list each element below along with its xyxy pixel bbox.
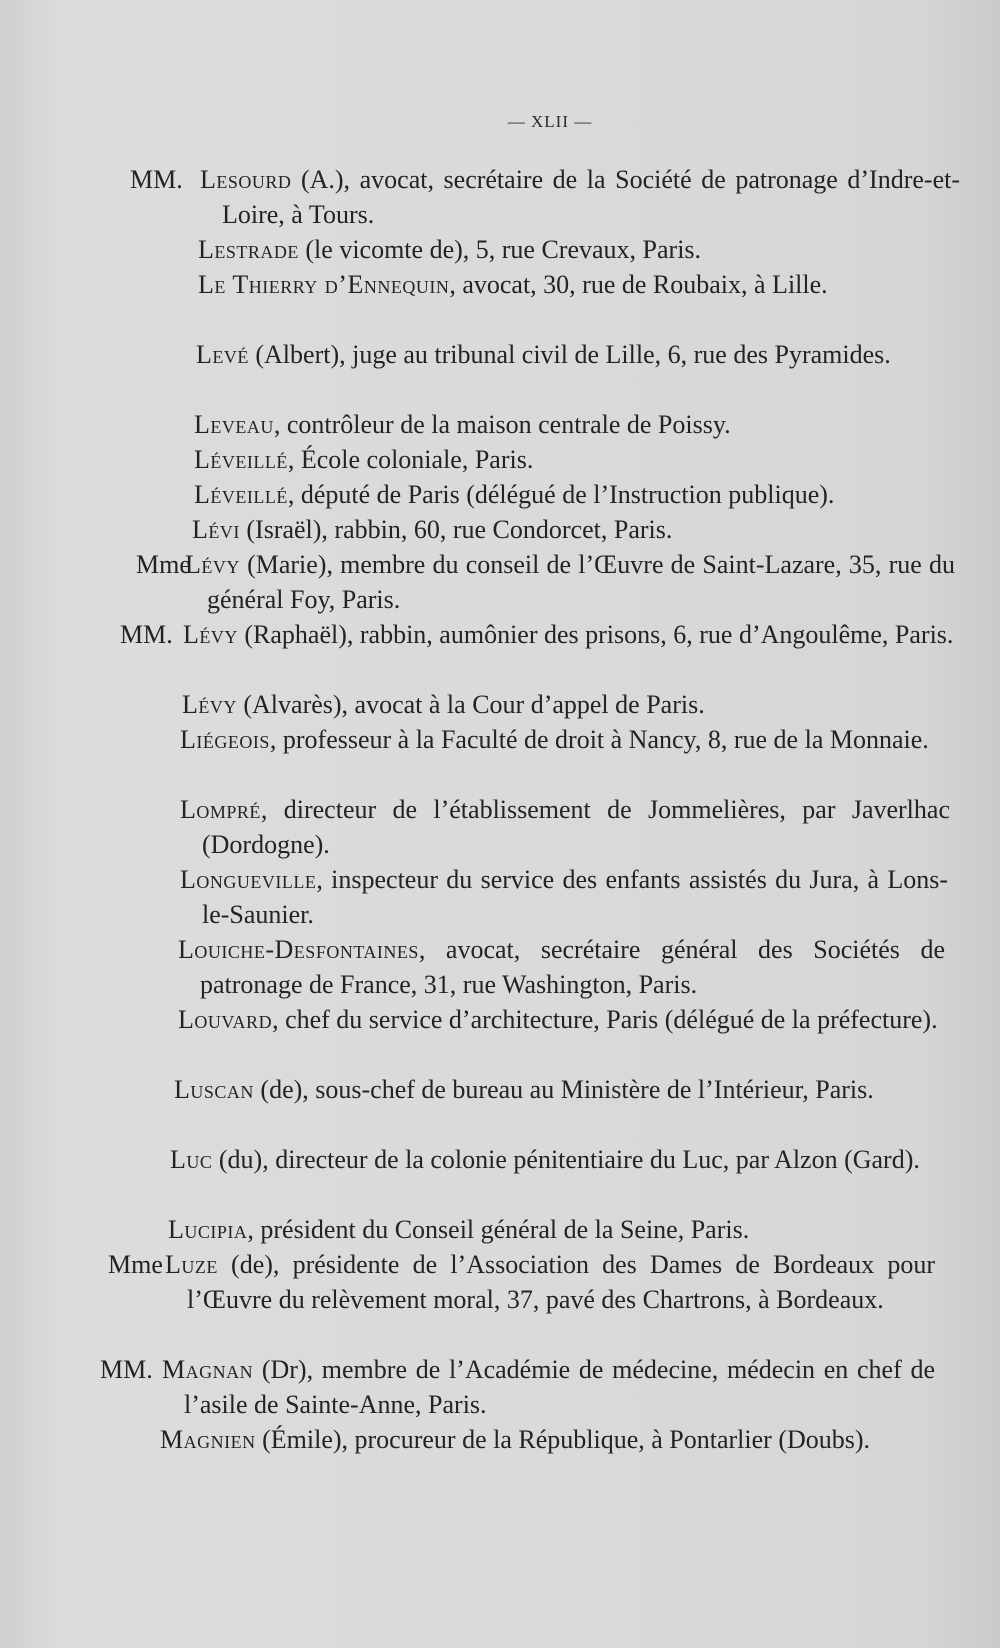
list-item — [0, 407, 1000, 442]
member-name: Magnien — [160, 1425, 256, 1454]
list-item — [0, 1142, 1000, 1177]
member-details: (Israël), rabbin, 60, rue Condorcet, Paris. — [239, 515, 673, 544]
member-details: , avocat, 30, rue de Roubaix, à Lille. — [449, 270, 828, 299]
member-name: Lévy — [183, 620, 238, 649]
member-details: , directeur de l’établissement de Jommelières, par Javerlhac (Dordogne). — [202, 795, 950, 859]
member-name: Lompré — [180, 795, 261, 824]
member-name: Liégeois — [180, 725, 270, 754]
member-name: Magnan — [162, 1355, 254, 1384]
member-name: Louvard — [178, 1005, 273, 1034]
member-details: (Émile), procureur de la République, à Pontarlier (Doubs). — [255, 1425, 871, 1454]
member-details: , avocat, secrétaire général des Sociétés de patronage de France, 31, rue Washington, Paris. — [200, 935, 945, 999]
member-details: (de), sous-chef de bureau au Ministère de l’Intérieur, Paris. — [253, 1075, 874, 1104]
member-details: (Raphaël), rabbin, aumônier des prisons, 6, rue d’Angoulême, Paris. — [237, 620, 954, 649]
member-details: (A.), avocat, secrétaire de la Société de patronage d’Indre-et-Loire, à Tours. — [222, 165, 960, 229]
list-item — [0, 862, 1000, 932]
entry-prefix: MM. — [130, 165, 183, 194]
list-item — [0, 232, 1000, 267]
member-name: Luze — [165, 1250, 218, 1279]
member-details: (de), présidente de l’Association des Dames de Bordeaux pour l’Œuvre du relèvement moral, 37, pavé des Chartrons, à Bordeaux. — [187, 1250, 935, 1314]
member-name: Le Thierry d’Ennequin — [198, 270, 450, 299]
member-name: Leveau — [194, 410, 274, 439]
member-name: Longueville — [180, 865, 317, 894]
entry-prefix: Mme — [136, 550, 191, 579]
member-details: , député de Paris (délégué de l’Instruction publique). — [287, 480, 835, 509]
list-item — [0, 547, 1000, 617]
member-details: (du), directeur de la colonie pénitentiaire du Luc, par Alzon (Gard). — [212, 1145, 920, 1174]
list-item — [0, 1072, 1000, 1107]
member-details: , École coloniale, Paris. — [287, 445, 534, 474]
member-details: (Alvarès), avocat à la Cour d’appel de Paris. — [236, 690, 705, 719]
member-details: , contrôleur de la maison centrale de Poissy. — [273, 410, 731, 439]
member-name: Luscan — [174, 1075, 254, 1104]
list-item — [0, 1422, 1000, 1457]
list-item — [0, 442, 1000, 477]
list-item — [0, 792, 1000, 862]
member-details: , président du Conseil général de la Seine, Paris. — [247, 1215, 750, 1244]
list-item — [0, 512, 1000, 547]
member-name: Luc — [170, 1145, 213, 1174]
member-name: Léveillé — [194, 480, 288, 509]
member-name: Lévi — [192, 515, 240, 544]
list-item — [0, 162, 1000, 232]
member-name: Lestrade — [198, 235, 299, 264]
list-item — [0, 687, 1000, 722]
member-name: Levé — [196, 340, 249, 369]
entry-prefix: Mme — [108, 1250, 163, 1279]
member-name: Lévy — [182, 690, 237, 719]
list-item — [0, 722, 1000, 757]
member-name: Louiche-Desfontaines — [178, 935, 419, 964]
member-details: (Albert), juge au tribunal civil de Lille, 6, rue des Pyramides. — [248, 340, 891, 369]
member-details: (le vicomte de), 5, rue Crevaux, Paris. — [298, 235, 702, 264]
member-details: , professeur à la Faculté de droit à Nancy, 8, rue de la Monnaie. — [269, 725, 929, 754]
list-item — [0, 267, 1000, 302]
member-details: , inspecteur du service des enfants assistés du Jura, à Lons-le-Saunier. — [202, 865, 948, 929]
page-folio: — XLII — — [507, 112, 593, 131]
entry-prefix: MM. — [100, 1355, 153, 1384]
member-name: Lucipia — [168, 1215, 248, 1244]
member-name: Lévy — [185, 550, 240, 579]
member-details: , chef du service d’architecture, Paris (délégué de la préfecture). — [272, 1005, 938, 1034]
list-item — [0, 1247, 1000, 1317]
list-item — [0, 1352, 1000, 1422]
member-details: (Dr), membre de l’Académie de médecine, médecin en chef de l’asile de Sainte-Anne, Paris. — [184, 1355, 935, 1419]
member-name: Lesourd — [200, 165, 292, 194]
list-item — [0, 1002, 1000, 1037]
list-item — [0, 617, 1000, 652]
list-item — [0, 1212, 1000, 1247]
entry-prefix: MM. — [120, 620, 173, 649]
list-item — [0, 932, 1000, 1002]
member-details: (Marie), membre du conseil de l’Œuvre de Saint-Lazare, 35, rue du général Foy, Paris. — [207, 550, 955, 614]
list-item — [0, 337, 1000, 372]
member-name: Léveillé — [194, 445, 288, 474]
list-item — [0, 477, 1000, 512]
